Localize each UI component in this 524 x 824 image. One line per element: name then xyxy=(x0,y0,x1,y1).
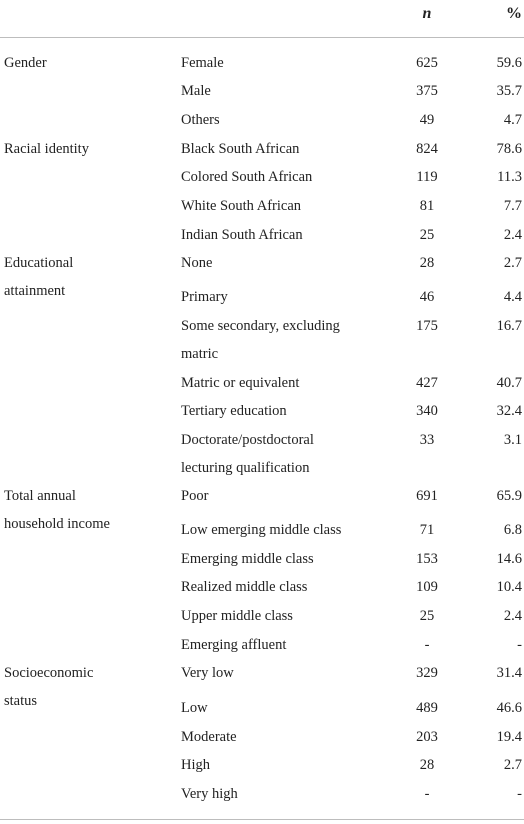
category-label: Male xyxy=(181,83,211,99)
percent-value: 19.4 xyxy=(496,729,522,745)
count-value: 153 xyxy=(416,551,438,567)
count-value: 25 xyxy=(419,608,435,624)
category-label: Black South African xyxy=(181,141,300,157)
category-label: Poor xyxy=(181,488,209,504)
group-label: Educational xyxy=(4,255,74,271)
header-percent: % xyxy=(506,5,522,22)
percent-value: 7.7 xyxy=(503,198,522,214)
count-value: 33 xyxy=(419,432,435,448)
count-value: 25 xyxy=(419,227,435,243)
category-label: Low xyxy=(181,700,208,716)
group-label: Total annual xyxy=(4,488,76,504)
group-label: attainment xyxy=(4,283,66,299)
percent-value: 2.4 xyxy=(503,227,522,243)
percent-value: 14.6 xyxy=(496,551,522,567)
count-value: 28 xyxy=(419,255,435,271)
count-value: 427 xyxy=(416,375,438,391)
percent-value: 4.7 xyxy=(503,112,522,128)
category-label: High xyxy=(181,757,210,773)
percent-value: 6.8 xyxy=(503,522,522,538)
count-value: 49 xyxy=(419,112,435,128)
category-label: Female xyxy=(181,55,224,71)
group-label: Racial identity xyxy=(4,141,89,157)
category-label: Emerging middle class xyxy=(181,551,314,567)
count-value: 203 xyxy=(416,729,438,745)
category-label: Matric or equivalent xyxy=(181,375,300,391)
count-value: 46 xyxy=(419,289,435,305)
count-value: 625 xyxy=(416,55,438,71)
category-label: Moderate xyxy=(181,729,237,745)
group-label: Socioeconomic xyxy=(4,665,94,681)
header-rule xyxy=(0,37,524,38)
category-label: Primary xyxy=(181,289,228,305)
category-label: Emerging affluent xyxy=(181,637,287,653)
bottom-rule xyxy=(0,819,524,820)
count-value: 340 xyxy=(416,403,438,419)
category-label: Doctorate/postdoctoral xyxy=(181,432,314,448)
percent-value: 3.1 xyxy=(503,432,522,448)
category-label: Low emerging middle class xyxy=(181,522,342,538)
count-value: 119 xyxy=(416,169,438,185)
header-n: n xyxy=(422,5,432,22)
percent-value: - xyxy=(517,637,522,653)
category-label: matric xyxy=(181,346,219,362)
percent-value: 2.4 xyxy=(503,608,522,624)
percent-value: 78.6 xyxy=(496,141,522,157)
percent-value: 65.9 xyxy=(496,488,522,504)
count-value: 375 xyxy=(416,83,438,99)
count-value: - xyxy=(424,637,430,653)
percent-value: 46.6 xyxy=(496,700,522,716)
percent-value: 16.7 xyxy=(496,318,522,334)
percent-value: - xyxy=(517,786,522,802)
percent-value: 59.6 xyxy=(496,55,522,71)
percent-value: 2.7 xyxy=(503,255,522,271)
category-label: Tertiary education xyxy=(181,403,287,419)
category-label: Very low xyxy=(181,665,234,681)
percent-value: 2.7 xyxy=(503,757,522,773)
percent-value: 32.4 xyxy=(496,403,522,419)
count-value: 489 xyxy=(416,700,438,716)
category-label: Realized middle class xyxy=(181,579,308,595)
group-label: status xyxy=(4,693,38,709)
count-value: - xyxy=(424,786,430,802)
percent-value: 35.7 xyxy=(496,83,522,99)
count-value: 109 xyxy=(416,579,438,595)
count-value: 329 xyxy=(416,665,438,681)
category-label: Some secondary, excluding xyxy=(181,318,340,334)
category-label: Indian South African xyxy=(181,227,303,243)
category-label: None xyxy=(181,255,213,271)
category-label: Upper middle class xyxy=(181,608,293,624)
percent-value: 4.4 xyxy=(503,289,522,305)
percent-value: 10.4 xyxy=(496,579,522,595)
percent-value: 31.4 xyxy=(496,665,522,681)
count-value: 71 xyxy=(419,522,435,538)
group-label: Gender xyxy=(4,55,47,71)
count-value: 824 xyxy=(416,141,438,157)
count-value: 81 xyxy=(419,198,435,214)
count-value: 175 xyxy=(416,318,438,334)
percent-value: 40.7 xyxy=(496,375,522,391)
count-value: 691 xyxy=(416,488,438,504)
count-value: 28 xyxy=(419,757,435,773)
category-label: Others xyxy=(181,112,220,128)
category-label: lecturing qualification xyxy=(181,460,310,476)
category-label: Colored South African xyxy=(181,169,313,185)
category-label: White South African xyxy=(181,198,302,214)
group-label: household income xyxy=(4,516,110,532)
percent-value: 11.3 xyxy=(497,169,522,185)
category-label: Very high xyxy=(181,786,238,802)
